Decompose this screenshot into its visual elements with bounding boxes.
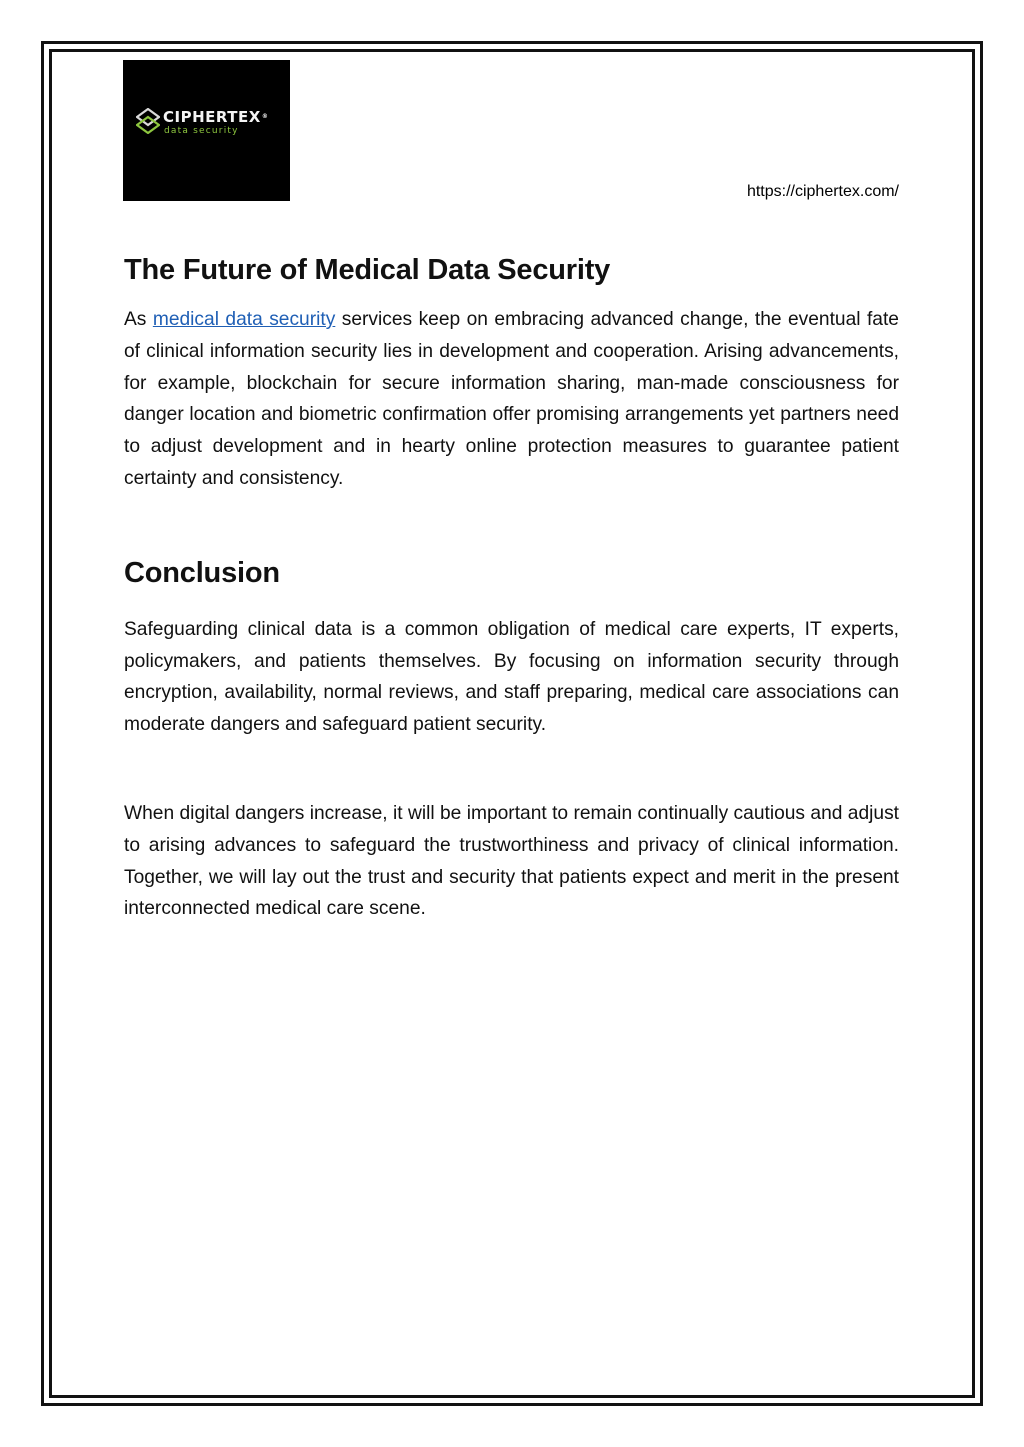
ciphertex-logo	[123, 60, 290, 201]
logo-wordmark	[163, 109, 268, 125]
paragraph-intro-rest: services keep on embracing advanced change, the eventual fate of clinical information security lies in development and cooperation. Arising advancements, for example, blockchain for secure information sharing, man-made consciousness for danger location and biometric confirmation offer promising arrangements yet partners need to adjust development and in hearty online protection measures to guarantee patient certainty and consistency.	[124, 309, 899, 489]
logo-diamond-icon	[136, 108, 160, 134]
site-url: https://ciphertex.com/	[746, 183, 899, 200]
medical-data-security-link[interactable]: medical data security	[152, 309, 336, 330]
paragraph-closing: When digital dangers increase, it will be important to remain continually cautious and adjust to arising advances to safeguard the trustworthiness and privacy of clinical information. Together, we will lay out the trust and security that patients expect and merit in the present interconnected medical care scene.	[124, 802, 899, 920]
paragraph-intro-prefix: As	[124, 309, 153, 330]
heading-conclusion: Conclusion	[124, 556, 280, 589]
heading-future-medical-data-security: The Future of Medical Data Security	[124, 254, 611, 286]
registered-mark: ®	[261, 113, 269, 120]
logo-tagline: data security	[164, 126, 239, 136]
article-body	[124, 248, 899, 925]
logo-wordmark-text: CIPHERTEX	[163, 108, 261, 126]
paragraph-intro	[124, 304, 899, 495]
paragraph-conclusion: Safeguarding clinical data is a common obligation of medical care experts, IT experts, policymakers, and patients themselves. By focusing on information security through encryption, availability, normal reviews, and staff preparing, medical care associations can moderate dangers and safeguard patient security.	[124, 618, 899, 736]
